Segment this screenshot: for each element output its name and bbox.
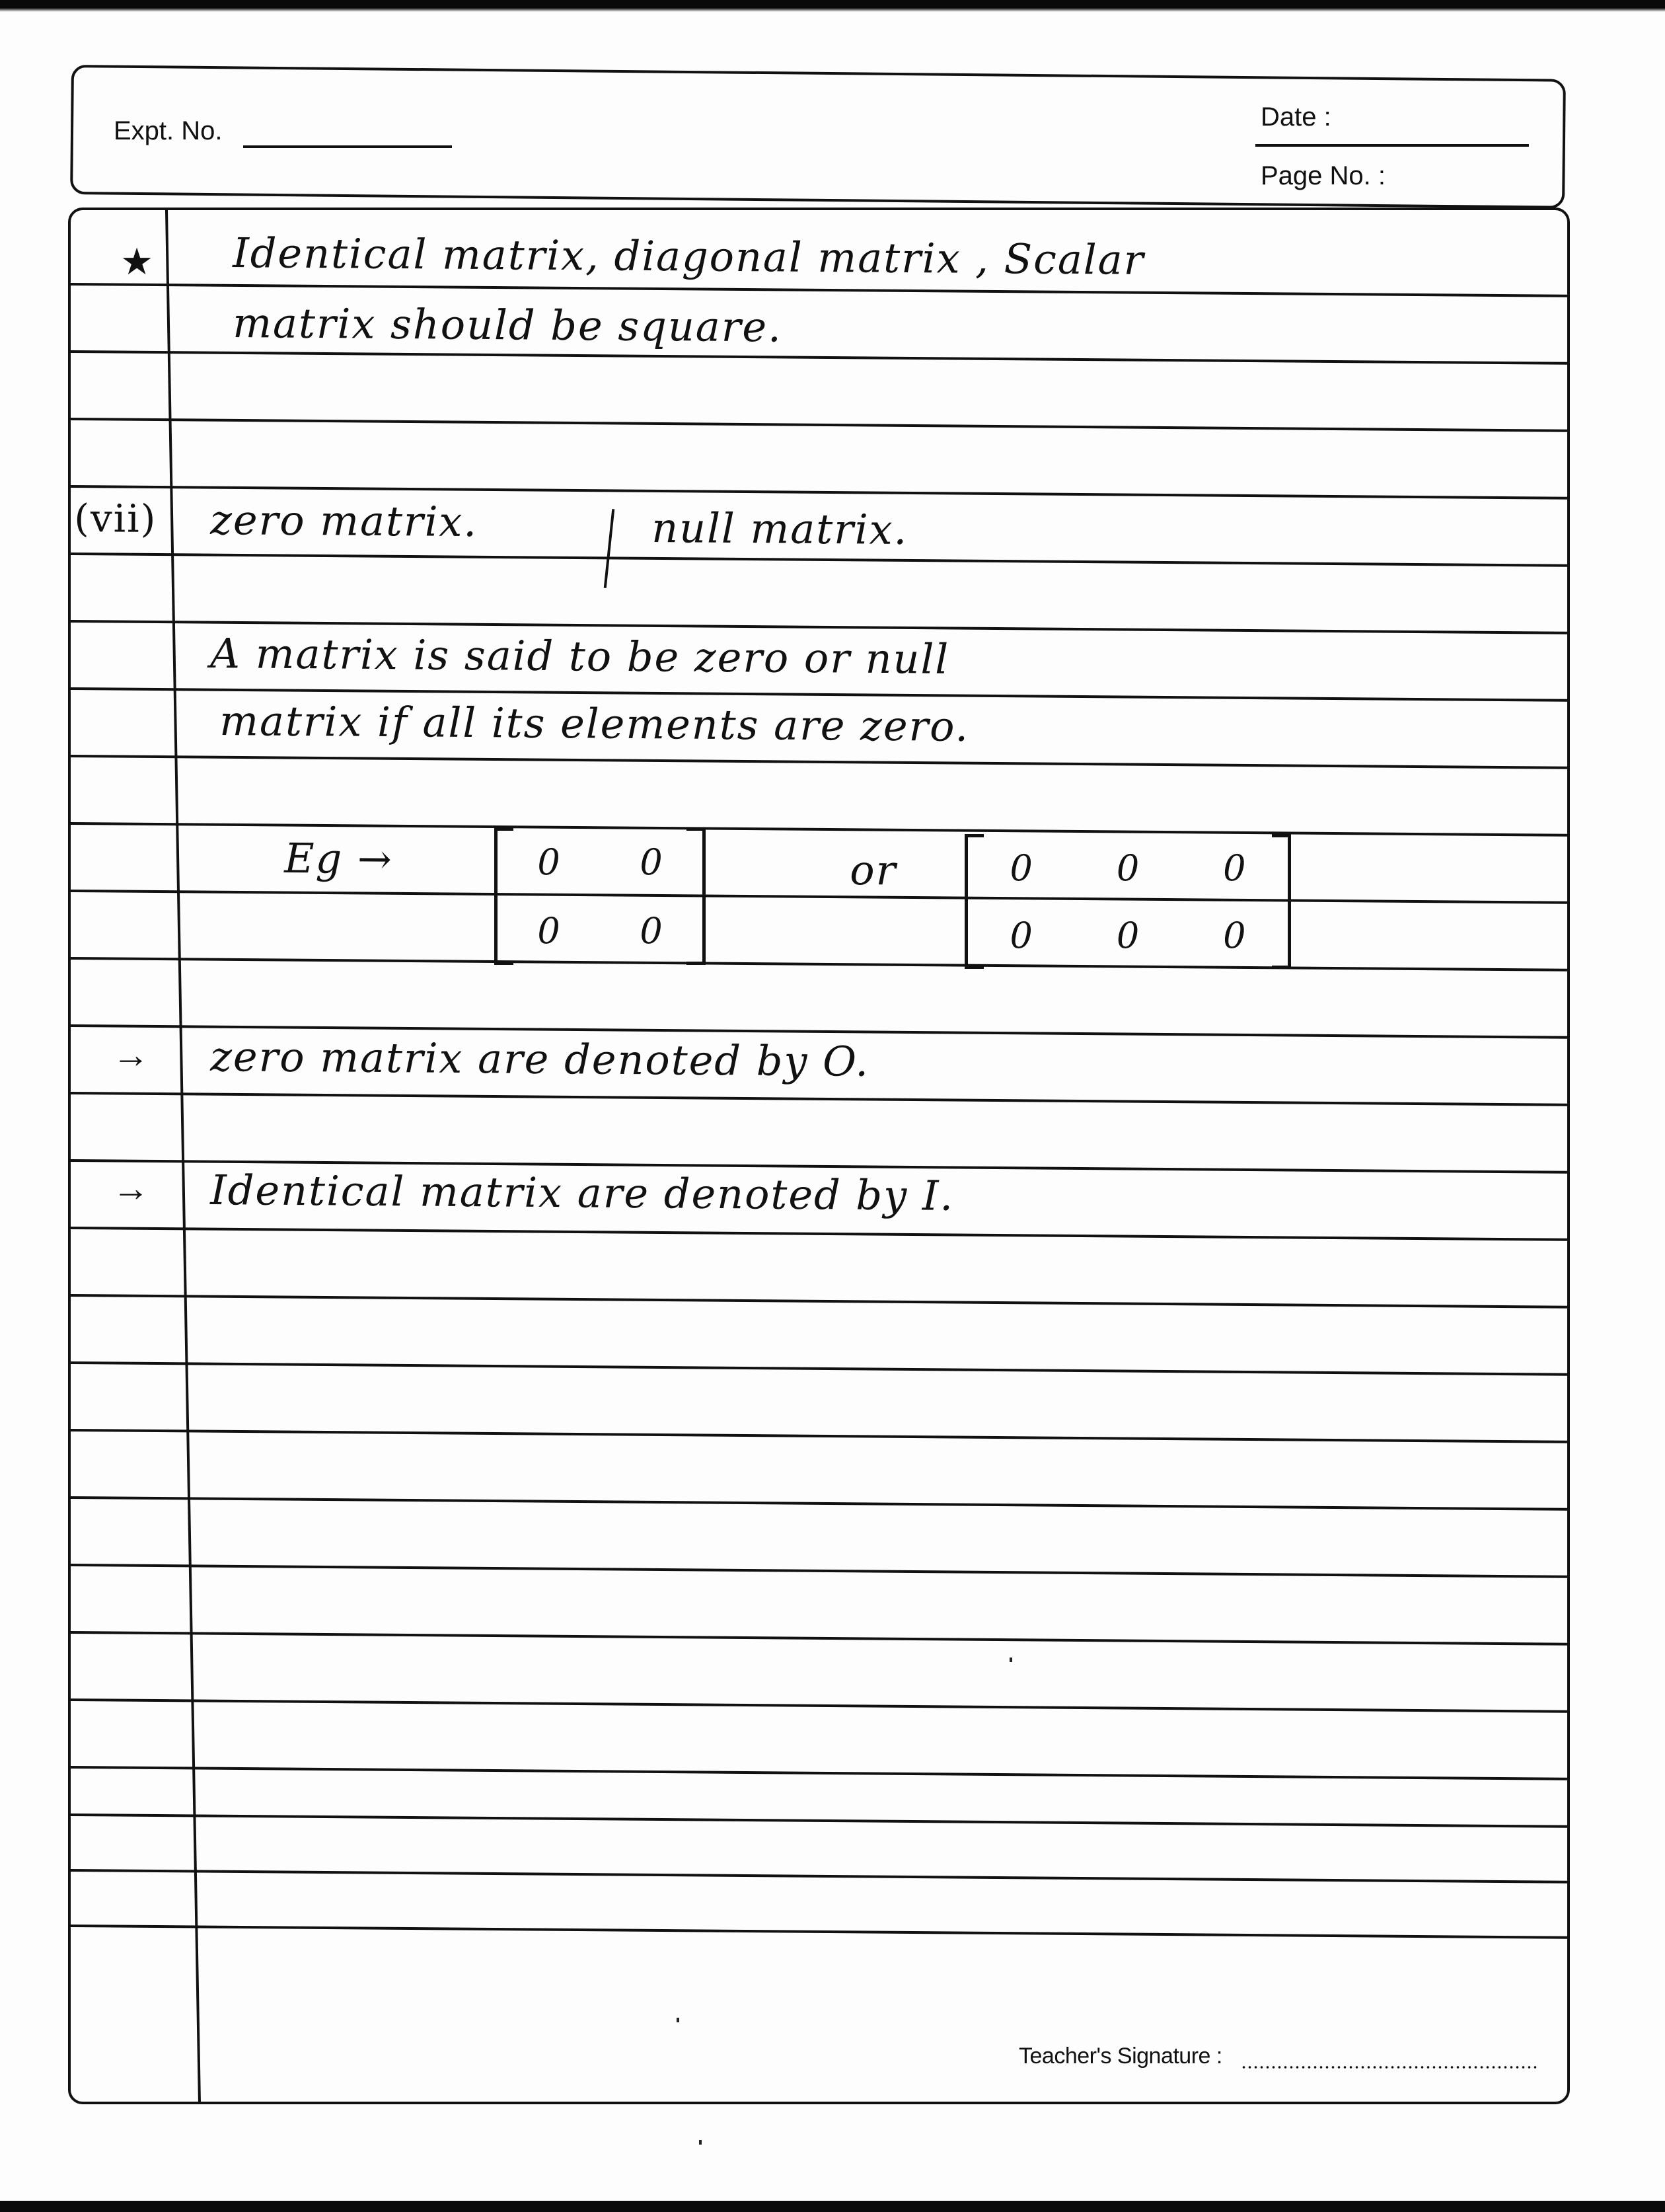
expt-no-field[interactable] [243,145,452,148]
scan-speck [1010,1658,1012,1662]
section-title-zero: zero matrix. [210,496,478,547]
matrix-cell: 0 [640,841,663,883]
point-identity-denoted: Identical matrix are denoted by I. [210,1166,955,1220]
matrix-cell: 0 [1010,847,1033,889]
expt-no-label: Expt. No. [114,116,223,145]
arrow-right-icon: → [112,1034,149,1075]
section-number: (vii) [74,496,157,541]
definition-line-1: A matrix is said to be zero or null [210,629,950,683]
note-line-1: Identical matrix, diagonal matrix , Scalar [233,229,1145,284]
matrix-cell: 0 [1223,847,1246,889]
arrow-right-icon: → [112,1167,149,1209]
teacher-signature-label: Teacher's Signature : [1019,2043,1222,2069]
scan-speck [699,2140,702,2145]
scan-speck [677,2018,679,2022]
page-no-label: Page No. : [1261,161,1386,190]
date-label: Date : [1261,102,1331,132]
matrix-cell: 0 [537,841,560,883]
zero-matrix-2x2 [494,827,706,965]
point-zero-denoted: zero matrix are denoted by O. [210,1032,870,1086]
matrix-cell: 0 [1010,914,1033,956]
matrix-cell: 0 [640,909,663,952]
definition-line-2: matrix if all its elements are zero. [219,697,970,751]
star-icon: ★ [120,241,154,282]
scan-border-top [0,0,1665,8]
note-line-2: matrix should be square. [233,299,783,352]
date-field[interactable] [1255,144,1529,147]
example-connector: or [850,846,897,895]
teacher-signature-field[interactable] [1241,2066,1538,2069]
scan-border-bottom [0,2201,1665,2212]
matrix-cell: 0 [1116,914,1140,956]
zero-matrix-2x3 [965,834,1291,969]
example-label: Eg → [284,834,394,884]
section-title-null: null matrix. [651,504,908,554]
matrix-cell: 0 [1223,914,1246,956]
matrix-cell: 0 [1116,847,1140,889]
matrix-cell: 0 [537,909,560,952]
